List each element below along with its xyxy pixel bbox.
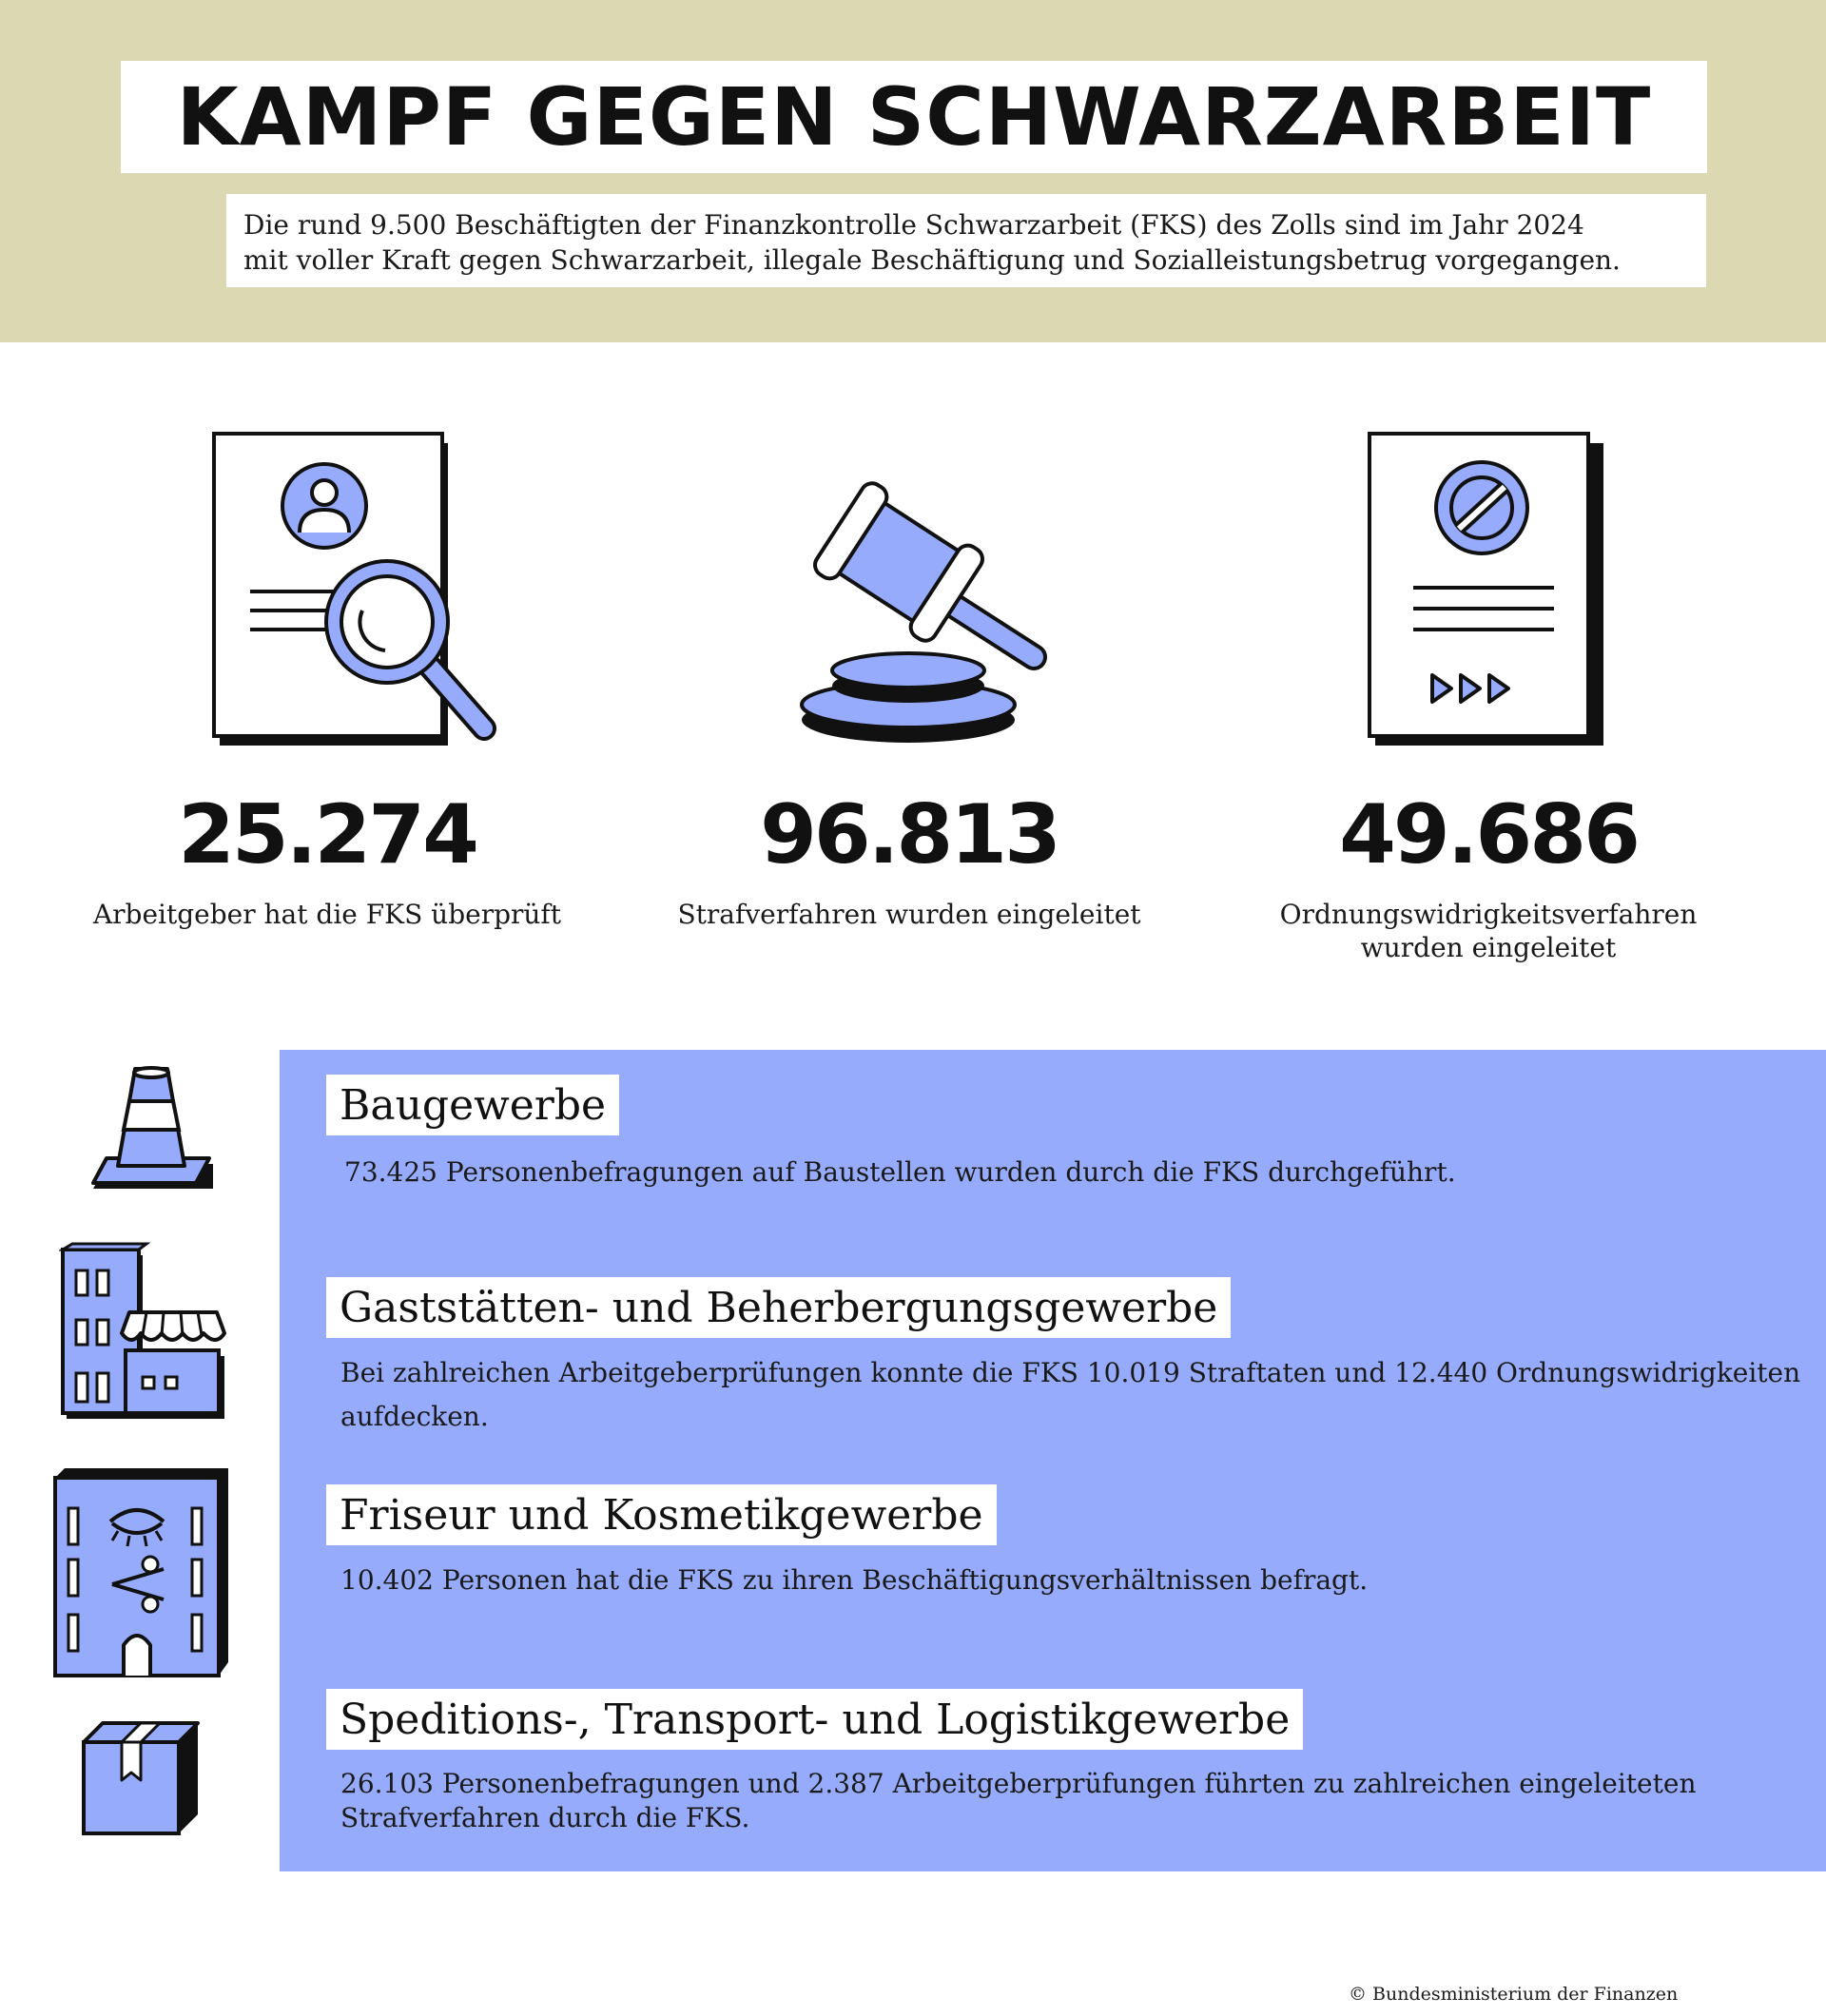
sector-text-hairdressing: 10.402 Personen hat die FKS zu ihren Beschäftigungsverhältnissen befragt. <box>340 1564 1369 1596</box>
intro-box <box>226 194 1706 287</box>
sector-heading-construction: Baugewerbe <box>340 1080 607 1130</box>
stat-number-administrative: 49.686 <box>1339 787 1638 882</box>
intro-line-1: Die rund 9.500 Beschäftigten der Finanzkontrolle Schwarzarbeit (FKS) des Zolls sind im Jahr 2024 <box>243 209 1584 241</box>
sector-heading-logistics: Speditions-, Transport- und Logistikgewerbe <box>340 1695 1291 1744</box>
heading-box-logistics <box>326 1689 1303 1750</box>
salon-building-icon <box>51 1464 232 1679</box>
sector-text-construction: 73.425 Personenbefragungen auf Baustellen wurden durch die FKS durchgeführt. <box>344 1156 1456 1188</box>
heading-box-gastronomy <box>326 1277 1231 1338</box>
sector-heading-gastronomy: Gaststätten- und Beherbergungsgewerbe <box>340 1283 1218 1332</box>
sector-text-gastronomy-line2: aufdecken. <box>340 1401 489 1432</box>
heading-box-construction <box>326 1075 619 1135</box>
stat-label-administrative-line2: wurden eingeleitet <box>1360 932 1617 963</box>
gavel-icon <box>775 471 1051 746</box>
stat-label-criminal: Strafverfahren wurden eingeleitet <box>677 899 1141 930</box>
stat-label-employers: Arbeitgeber hat die FKS überprüft <box>92 899 562 930</box>
sector-text-logistics-line2: Strafverfahren durch die FKS. <box>340 1802 750 1833</box>
sector-text-logistics-line1: 26.103 Personenbefragungen und 2.387 Arbeitgeberprüfungen führten zu zahlreichen eingeleiteten <box>340 1768 1697 1799</box>
title-box <box>121 61 1707 173</box>
sector-heading-hairdressing: Friseur und Kosmetikgewerbe <box>340 1490 983 1540</box>
document-prohibited-icon <box>1360 430 1617 753</box>
stat-label-administrative-line1: Ordnungswidrigkeitsverfahren <box>1279 899 1698 930</box>
stat-number-criminal: 96.813 <box>760 787 1059 882</box>
stat-number-employers: 25.274 <box>178 787 476 882</box>
page-title: KAMPF GEGEN SCHWARZARBEIT <box>176 70 1652 164</box>
sector-text-gastronomy-line1: Bei zahlreichen Arbeitgeberprüfungen konnte die FKS 10.019 Straftaten und 12.440 Ordnungswidrigkeiten <box>340 1357 1801 1388</box>
document-search-icon <box>204 430 499 753</box>
intro-line-2: mit voller Kraft gegen Schwarzarbeit, illegale Beschäftigung und Sozialleistungsbetrug vorgegangen. <box>243 244 1621 276</box>
heading-box-hairdressing <box>326 1484 997 1545</box>
traffic-cone-icon <box>86 1063 219 1196</box>
buildings-shop-icon <box>59 1242 230 1423</box>
copyright-notice: © Bundesministerium der Finanzen <box>1349 1984 1679 2005</box>
package-icon <box>80 1719 204 1837</box>
header-banner <box>0 0 1826 342</box>
